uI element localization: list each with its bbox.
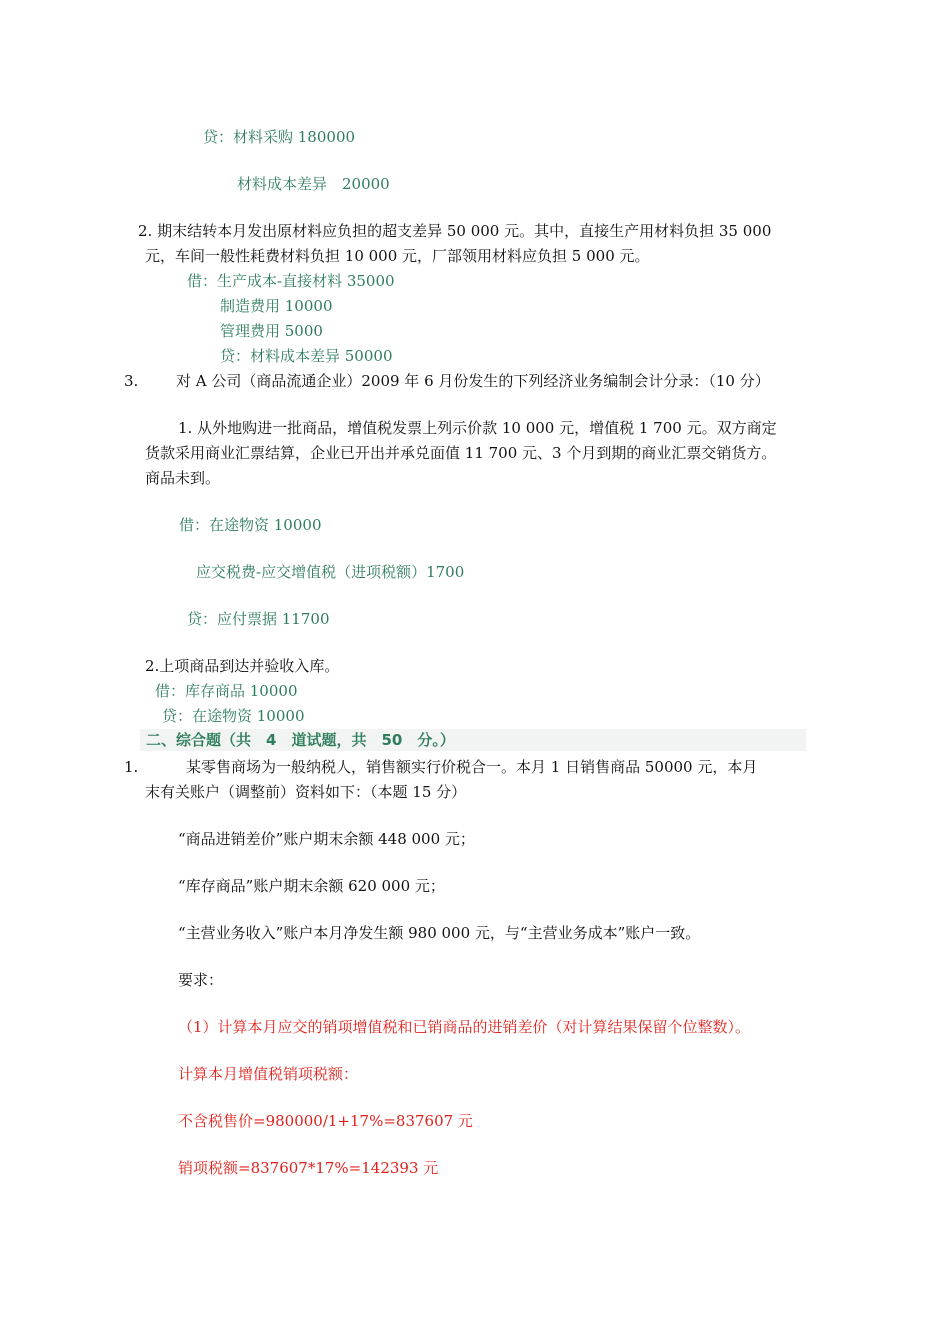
requirement-1-text: （1）计算本月应交的销项增值税和已销商品的进销差价（对计算结果保留个位整数）。	[178, 1018, 751, 1036]
answer-vat-heading: 计算本月增值税销项税额：	[178, 1065, 359, 1083]
account-main-revenue: “主营业务收入”账户本月净发生额 980 000 元，与“主营业务成本”账户一致。	[178, 924, 701, 942]
entry-credit-material-cost-variance: 贷：材料成本差异 50000	[220, 347, 393, 365]
question-3-text: 对 A 公司（商品流通企业）2009 年 6 月份发生的下列经济业务编制会计分录：（10 分）	[176, 372, 770, 390]
entry-debit-inventory: 借：库存商品 10000	[155, 682, 298, 700]
entry-credit-notes-payable: 贷：应付票据 11700	[187, 610, 330, 628]
entry-admin-expense: 管理费用 5000	[220, 322, 323, 340]
entry-credit-material-purchase: 贷：材料采购 180000	[203, 128, 356, 146]
entry-manufacturing-overhead: 制造费用 10000	[220, 297, 333, 315]
question-3-1-line2: 货款采用商业汇票结算，企业已开出并承兑面值 11 700 元、3 个月到期的商业汇票交销货方。	[145, 444, 777, 462]
section-title: 二、综合题（共 4 道试题，共 50 分。）	[146, 731, 455, 749]
question-3-number: 3.	[124, 372, 139, 390]
question-3-2-text: 2.上项商品到达并验收入库。	[145, 657, 340, 675]
answer-output-vat: 销项税额=837607*17%=142393 元	[178, 1159, 439, 1177]
question-2-text-line2: 元，车间一般性耗费材料负担 10 000 元，厂部领用材料应负担 5 000 元。	[145, 247, 650, 265]
question-1-number: 1.	[124, 758, 139, 776]
entry-vat-input: 应交税费-应交增值税（进项税额）1700	[196, 563, 465, 581]
question-3-1-line3: 商品未到。	[145, 469, 221, 487]
requirements-label: 要求：	[178, 971, 224, 989]
answer-price-excl-tax: 不含税售价=980000/1+17%=837607 元	[178, 1112, 473, 1130]
entry-debit-goods-in-transit: 借：在途物资 10000	[179, 516, 322, 534]
entry-credit-goods-in-transit: 贷：在途物资 10000	[162, 707, 305, 725]
question-2-text-line1: 2. 期末结转本月发出原材料应负担的超支差异 50 000 元。其中，直接生产用材料负担 35 000	[138, 222, 772, 240]
entry-debit-production-cost: 借：生产成本-直接材料 35000	[187, 272, 395, 290]
question-3-1-line1: 1. 从外地购进一批商品，增值税发票上列示价款 10 000 元，增值税 1 700 元。双方商定	[178, 419, 777, 437]
question-1-text-line1: 某零售商场为一般纳税人，销售额实行价税合一。本月 1 日销售商品 50000 元，本月	[186, 758, 758, 776]
account-inventory: “库存商品”账户期末余额 620 000 元；	[178, 877, 445, 895]
entry-material-cost-variance: 材料成本差异 20000	[237, 175, 390, 193]
account-sales-margin: “商品进销差价”账户期末余额 448 000 元；	[178, 830, 475, 848]
question-1-text-line2: 末有关账户（调整前）资料如下：（本题 15 分）	[145, 783, 467, 801]
